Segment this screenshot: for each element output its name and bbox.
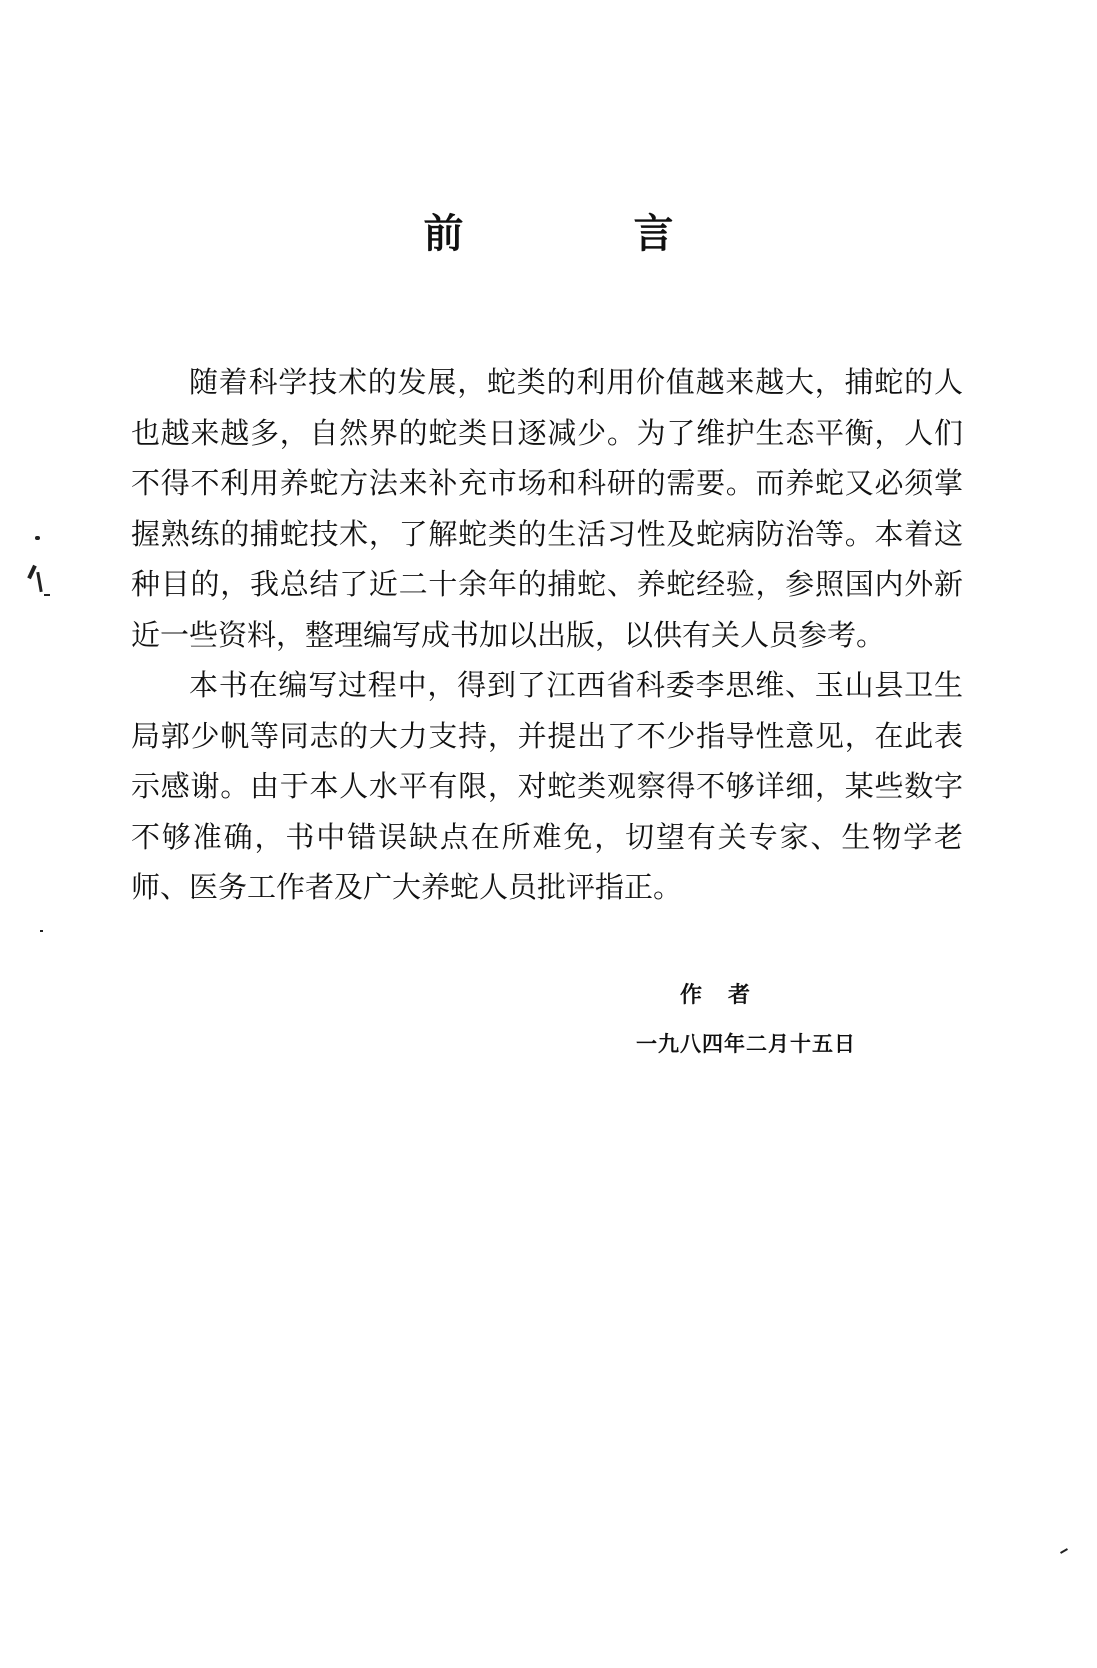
preface-body — [131, 357, 963, 913]
scan-artifact — [40, 930, 43, 932]
scan-artifact — [36, 572, 42, 592]
paragraph-1: 随着科学技术的发展，蛇类的利用价值越来越大，捕蛇的人也越来越多，自然界的蛇类日逐减少。为了维护生态平衡，人们不得不利用养蛇方法来补充市场和科研的需要。而养蛇又必须掌握熟练的捕蛇技术，了解蛇类的生活习性及蛇病防治等。本着这种目的，我总结了近二十余年的捕蛇、养蛇经验，参照国内外新近一些资料，整理编写成书加以出版，以供有关人员参考。 — [131, 365, 963, 652]
author-signature: 作者 — [680, 982, 777, 1008]
scan-artifact — [44, 594, 50, 596]
page-title: 前 言 — [423, 210, 752, 257]
paragraph-2: 本书在编写过程中，得到了江西省科委李思维、玉山县卫生局郭少帆等同志的大力支持，并提出了不少指导性意见，在此表示感谢。由于本人水平有限，对蛇类观察得不够详细，某些数字不够准确，书中错误缺点在所难免，切望有关专家、生物学老师、医务工作者及广大养蛇人员批评指正。 — [131, 668, 963, 904]
scan-artifact — [35, 536, 40, 540]
preface-date: 一九八四年二月十五日 — [636, 1031, 856, 1056]
scan-artifact — [1060, 1548, 1068, 1554]
